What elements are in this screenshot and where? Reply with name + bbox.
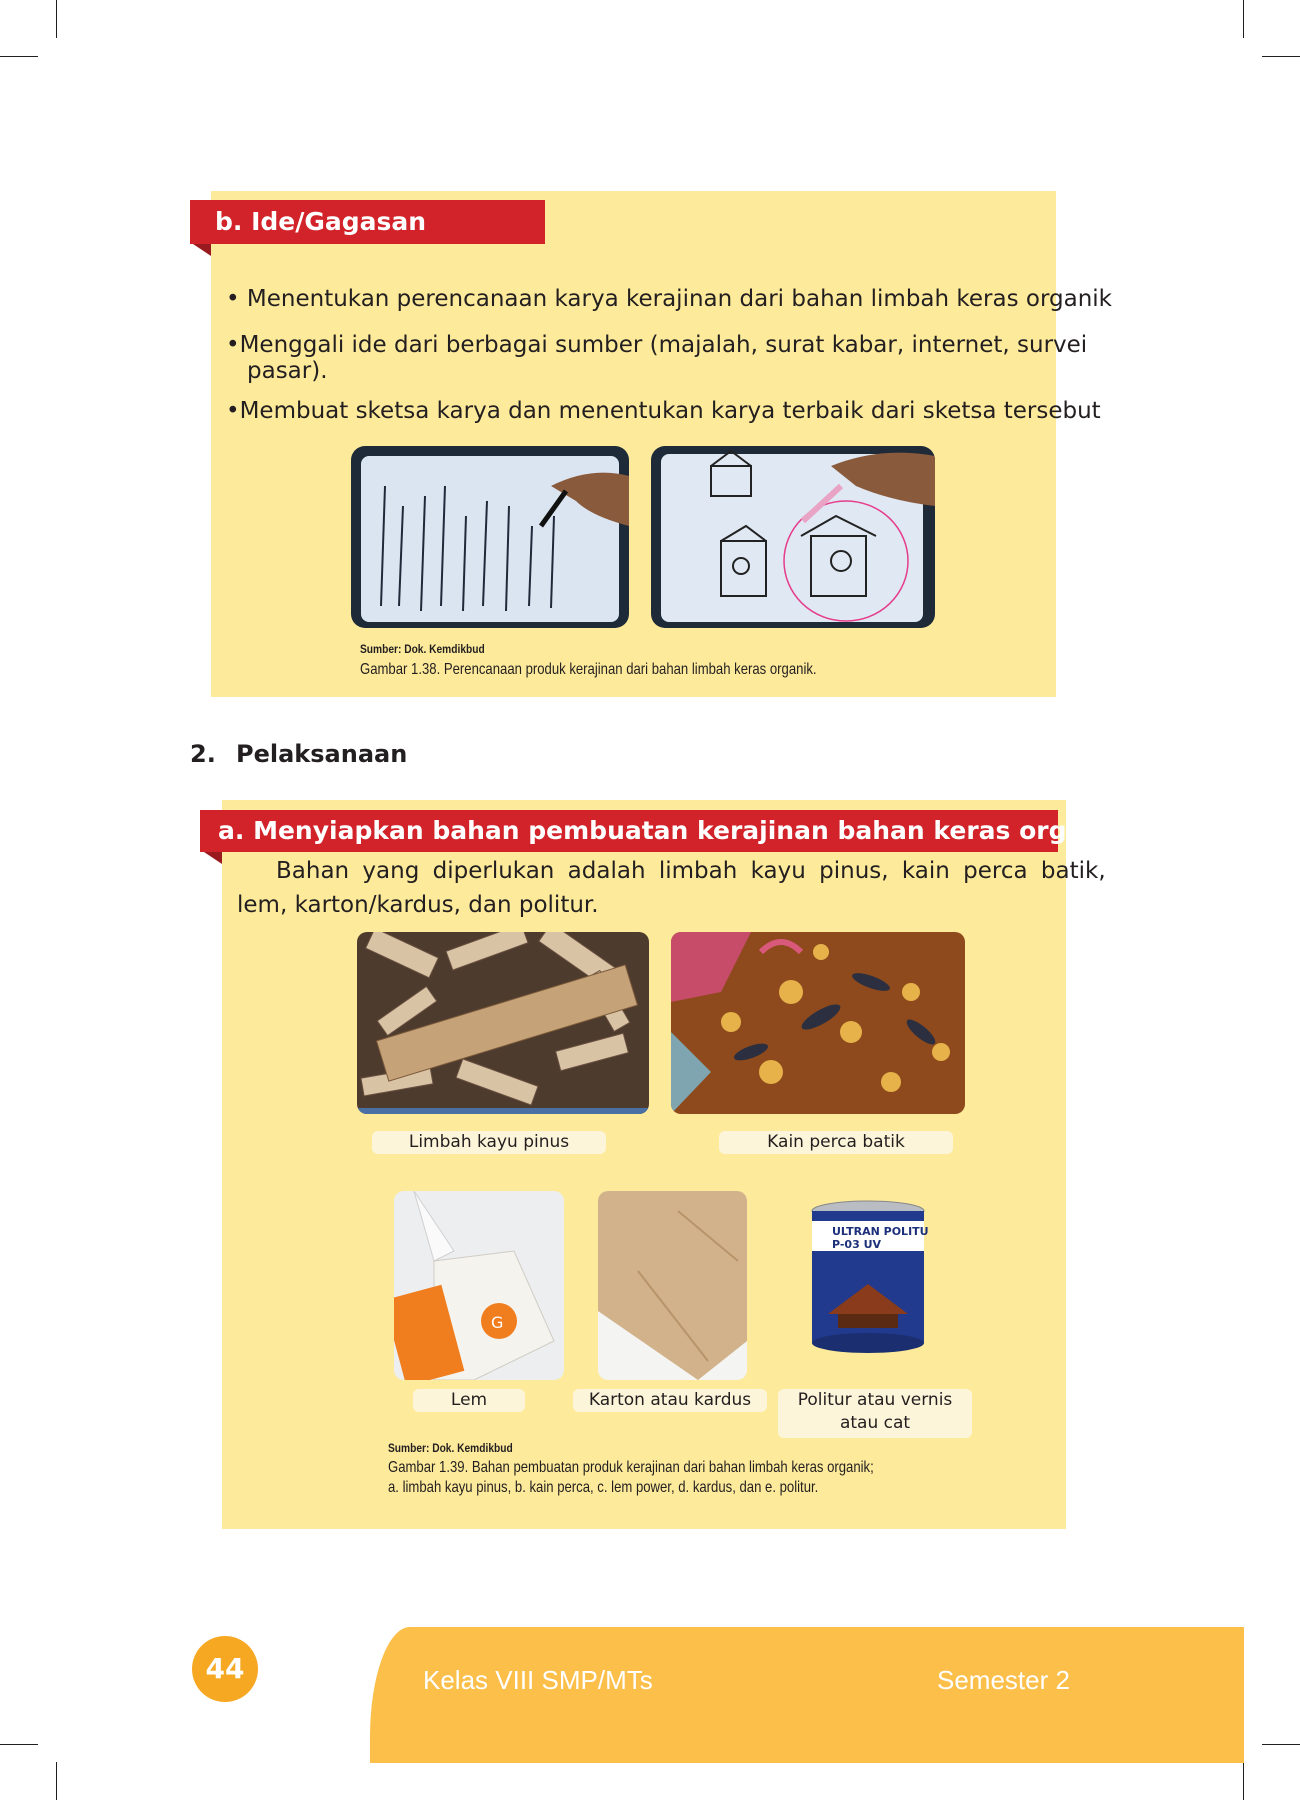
label-politur-line-1: Politur atau vernis <box>797 1390 953 1410</box>
crop-mark <box>1243 0 1244 38</box>
planning-notes-photo <box>351 446 629 628</box>
crop-mark <box>1262 1744 1300 1745</box>
svg-text:P-03 UV: P-03 UV <box>832 1238 882 1251</box>
section-b-title: b. Ide/Gagasan <box>190 200 545 244</box>
tab-fold <box>204 852 222 864</box>
cardboard-photo <box>598 1191 747 1380</box>
wood-scraps-photo <box>357 932 649 1114</box>
bullet-dot: • <box>226 332 240 358</box>
figure-source: Sumber: Dok. Kemdikbud <box>388 1441 513 1455</box>
bullet-item: •Menggali ide dari berbagai sumber (majalah, surat kabar, internet, survei <box>226 332 1088 358</box>
figure-caption: Gambar 1.38. Perencanaan produk kerajinan dari bahan limbah keras organik. <box>360 661 817 678</box>
section-number: 2. <box>190 740 216 768</box>
bullet-dot: • <box>226 286 247 312</box>
crop-mark <box>1243 1762 1244 1800</box>
section-title: Pelaksanaan <box>236 740 408 768</box>
section-a-title: a. Menyiapkan bahan pembuatan kerajinan bahan keras organik <box>200 810 1058 852</box>
svg-text:ULTRAN POLITUR: ULTRAN POLITUR <box>832 1225 928 1238</box>
sketch-drawing-photo <box>651 446 935 628</box>
tab-fold <box>193 244 211 256</box>
label-politur-line-2: atau cat <box>839 1413 911 1433</box>
crop-mark <box>56 0 57 38</box>
figure-caption-line-1: Gambar 1.39. Bahan pembuatan produk kerajinan dari bahan limbah keras organik; <box>388 1459 874 1476</box>
crop-mark <box>1262 56 1300 57</box>
page-number: 44 <box>192 1636 258 1702</box>
label-kayu: Limbah kayu pinus <box>372 1131 606 1154</box>
bullet-item: •Membuat sketsa karya dan menentukan karya terbaik dari sketsa tersebut <box>226 398 1101 424</box>
crop-mark <box>56 1762 57 1800</box>
figure-caption-line-2: a. limbah kayu pinus, b. kain perca, c. lem power, d. kardus, dan e. politur. <box>388 1479 819 1496</box>
intro-line-2: lem, karton/kardus, dan politur. <box>237 892 599 918</box>
footer-class-label: Kelas VIII SMP/MTs <box>423 1665 653 1695</box>
glue-bottle-photo <box>394 1191 564 1380</box>
label-karton: Karton atau kardus <box>573 1389 767 1412</box>
svg-text:G: G <box>491 1313 504 1332</box>
footer-semester-label: Semester 2 <box>937 1665 1070 1695</box>
intro-line-1: Bahan yang diperlukan adalah limbah kayu pinus, kain perca batik, <box>276 858 1106 884</box>
bullet-item: • Menentukan perencanaan karya kerajinan dari bahan limbah keras organik <box>226 286 1112 312</box>
crop-mark <box>0 56 38 57</box>
bullet-item-continuation: pasar). <box>247 358 328 384</box>
label-lem: Lem <box>413 1389 525 1412</box>
crop-mark <box>0 1744 38 1745</box>
label-politur <box>778 1389 972 1438</box>
varnish-can-photo <box>808 1199 928 1355</box>
figure-source: Sumber: Dok. Kemdikbud <box>360 642 485 656</box>
batik-cloth-photo <box>671 932 965 1114</box>
label-kain: Kain perca batik <box>719 1131 953 1154</box>
bullet-dot: • <box>226 398 240 424</box>
